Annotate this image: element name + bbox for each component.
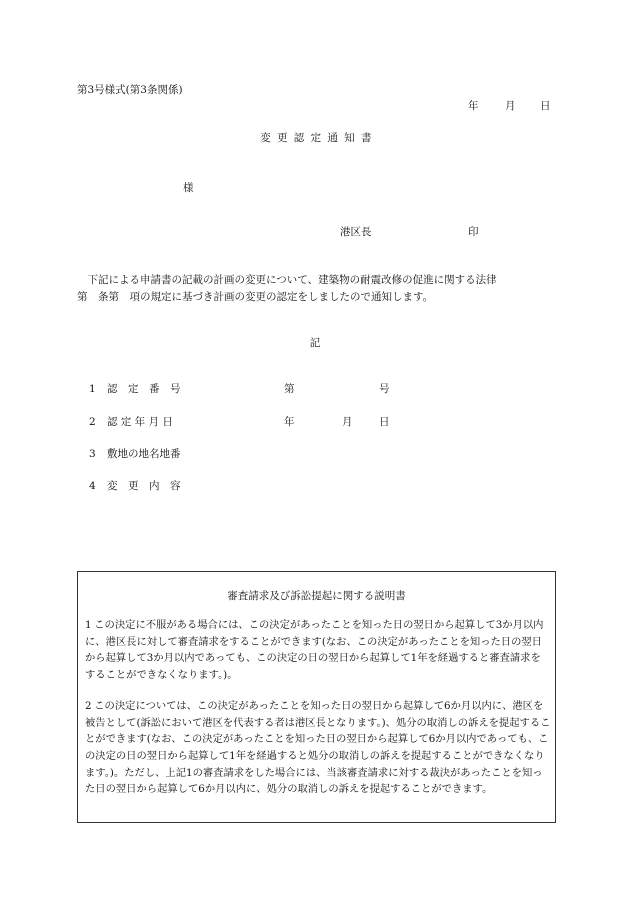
item-value-prefix: 第 [284, 383, 295, 395]
paragraph-text: この決定については、この決定があったことを知った日の翌日から起算して6か月以内に、港区を被告として(訴訟において港区を代表する者は港区長となります。)、処分の取消しの訴えを提起することができます(なお、この決定があったことを知った日の翌日から起算して6か月以内であっても、この決定の日の翌日から起算して1年を経過すると処分の取消しの訴えを提起することができなくなります。)。ただし、上記1の審査請求をした場合には、当該審査請求に対する裁決があったことを知った日の翌日から起算して6か月以内に、処分の取消しの訴えを提起することができます。 [85, 700, 551, 796]
date-day-label: 日 [540, 100, 551, 112]
issuer-name: 港区長 [340, 226, 372, 238]
notice-body-line-2: 第 条第 項の規定に基づき計画の変更の認定をしましたので通知します。 [77, 291, 434, 303]
item-label: 認 定 年 月 日 [107, 416, 173, 428]
ki-heading: 記 [309, 337, 321, 349]
item-label: 変 更 内 容 [107, 480, 181, 492]
item-label: 敷地の地名地番 [107, 448, 181, 460]
addressee-suffix: 様 [183, 182, 194, 194]
item-date-month: 月 [342, 416, 353, 428]
notice-body [77, 272, 557, 306]
explanation-paragraph-1 [85, 617, 551, 684]
item-number: 4 [89, 480, 96, 492]
explanation-title: 審査請求及び訴訟提起に関する説明書 [227, 590, 406, 602]
item-date-day: 日 [379, 416, 390, 428]
item-number: 3 [89, 448, 96, 460]
seal-mark: 印 [468, 226, 479, 238]
item-number: 1 [89, 383, 96, 395]
paragraph-text: この決定に不服がある場合には、この決定があったことを知った日の翌日から起算して3か月以内に、港区長に対して審査請求をすることができます(なお、この決定があったことを知った日の翌日から起算して3か月以内であっても、この決定の日の翌日から起算して1年を経過すると審査請求をすることができなくなります。)。 [85, 619, 544, 682]
notice-body-line-1: 下記による申請書の記載の計画の変更について、建築物の耐震改修の促進に関する法律 [87, 274, 497, 286]
document-title: 変更認定通知書 [260, 132, 378, 144]
explanation-paragraph-2 [85, 698, 551, 798]
date-month-label: 月 [505, 100, 516, 112]
item-label: 認 定 番 号 [107, 383, 181, 395]
date-year-label: 年 [468, 100, 479, 112]
appeal-explanation-box [77, 571, 556, 823]
item-value-suffix: 号 [379, 383, 390, 395]
item-date-year: 年 [284, 416, 295, 428]
paragraph-number: 1 [85, 619, 92, 631]
paragraph-number: 2 [85, 700, 92, 712]
form-number-label: 第3号様式(第3条関係) [77, 84, 183, 96]
item-number: 2 [89, 416, 96, 428]
